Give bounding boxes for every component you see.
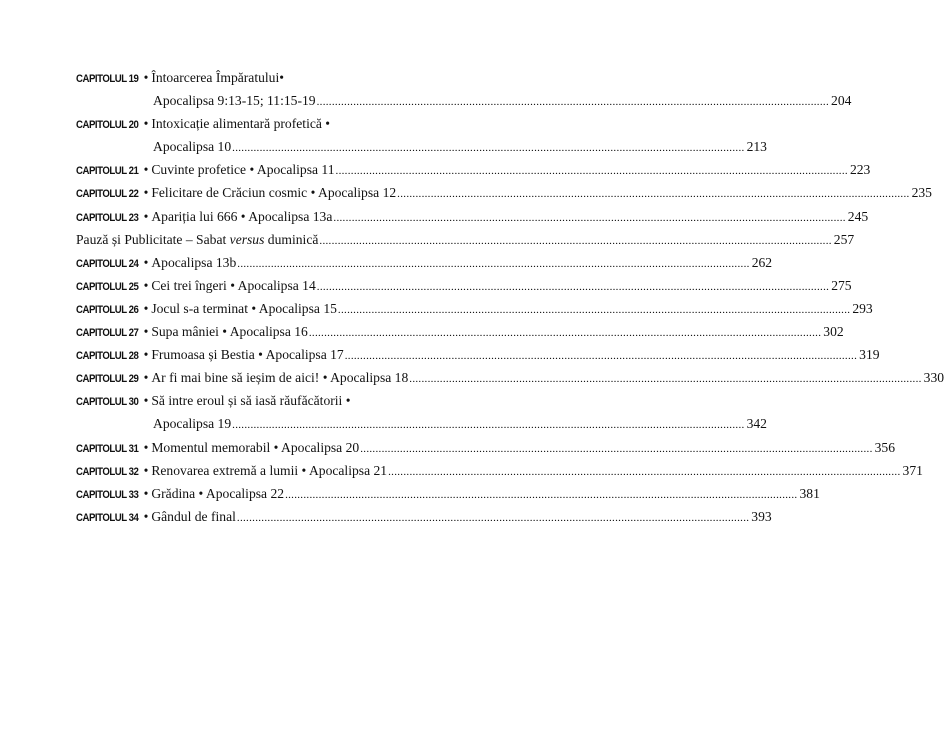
bullet-separator: • (143, 347, 149, 363)
chapter-title: Cei trei îngeri • Apocalipsa 14 (151, 277, 316, 293)
dot-leader (317, 282, 829, 293)
dot-leader (345, 351, 857, 362)
page-number: 275 (831, 277, 852, 293)
dot-leader (232, 143, 744, 154)
dot-leader (333, 213, 845, 224)
page-number: 302 (823, 324, 844, 340)
dot-leader (338, 305, 850, 316)
bullet-separator: • (143, 300, 149, 316)
toc-entry-27[interactable] (76, 324, 844, 347)
interlude-title-end: duminică (264, 231, 319, 247)
chapter-title-continued: Apocalipsa 10 (153, 139, 232, 155)
chapter-title: Gândul de final (151, 508, 236, 524)
chapter-title: Grădina • Apocalipsa 22 (151, 485, 285, 501)
page-number: 330 (923, 370, 944, 386)
page-number: 213 (746, 139, 767, 155)
toc-entry-33[interactable] (76, 485, 820, 509)
chapter-title-continued: Apocalipsa 19 (153, 416, 232, 432)
interlude-title-start: Pauză și Publicitate – Sabat (76, 231, 230, 247)
chapter-title: Momentul memorabil • Apocalipsa 20 (151, 439, 360, 455)
chapter-title: Jocul s-a terminat • Apocalipsa 15 (151, 300, 337, 316)
toc-entry-interlude[interactable] (76, 231, 855, 255)
page-number: 293 (852, 300, 873, 316)
dot-leader (285, 490, 797, 501)
bullet-separator: • (143, 162, 149, 178)
page-number: 319 (859, 347, 880, 363)
page-number: 204 (831, 93, 852, 109)
chapter-title: Renovarea extremă a lumii • Apocalipsa 21 (151, 462, 388, 478)
bullet-separator: • (143, 462, 149, 478)
toc-entry-19[interactable] (76, 70, 453, 93)
toc-entry-25[interactable] (76, 277, 852, 301)
dot-leader (336, 166, 848, 177)
toc-entry-31[interactable] (76, 439, 896, 463)
chapter-label: CAPITOLUL 29 (76, 373, 139, 386)
bullet-separator: • (143, 370, 149, 386)
chapter-label: CAPITOLUL 34 (76, 511, 139, 524)
chapter-label: CAPITOLUL 24 (76, 257, 139, 270)
bullet-separator: • (143, 439, 149, 455)
bullet-separator: • (143, 324, 149, 340)
page-number: 262 (751, 254, 773, 270)
page-number: 257 (833, 231, 855, 247)
chapter-title: Supa mâniei • Apocalipsa 16 (151, 324, 308, 340)
dot-leader (319, 236, 831, 247)
bullet-separator: • (143, 116, 149, 132)
chapter-label: CAPITOLUL 28 (76, 350, 139, 363)
chapter-title: Cuvinte profetice • Apocalipsa 11 (151, 162, 335, 178)
dot-leader (237, 259, 749, 270)
chapter-label: CAPITOLUL 21 (76, 165, 139, 178)
toc-entry-21[interactable] (76, 162, 871, 185)
chapter-title: Felicitare de Crăciun cosmic • Apocalipsa 12 (151, 185, 397, 201)
bullet-separator: • (143, 485, 149, 501)
chapter-label: CAPITOLUL 32 (76, 465, 139, 478)
chapter-label: CAPITOLUL 27 (76, 327, 139, 340)
toc-entry-32[interactable] (76, 462, 923, 486)
bullet-separator: • (143, 254, 149, 270)
chapter-title: Frumoasa și Bestia • Apocalipsa 17 (151, 347, 344, 363)
chapter-label: CAPITOLUL 19 (76, 73, 139, 85)
bullet-separator: • (143, 208, 149, 224)
chapter-label: CAPITOLUL 30 (76, 396, 139, 409)
chapter-title: Întoarcerea Împăratului• (151, 70, 285, 85)
dot-leader (309, 328, 821, 339)
chapter-title-continued: Apocalipsa 9:13-15; 11:15-19 (153, 93, 316, 109)
page-number: 342 (746, 416, 767, 432)
chapter-title: Să intre eroul și să iasă răufăcătorii • (151, 393, 351, 409)
toc-entry-23[interactable] (76, 208, 869, 232)
bullet-separator: • (143, 70, 149, 85)
bullet-separator: • (143, 185, 149, 201)
toc-entry-19-continued[interactable] (76, 93, 852, 116)
toc-entry-34[interactable] (76, 508, 772, 532)
toc-entry-20-continued[interactable] (76, 139, 767, 162)
dot-leader (317, 97, 829, 108)
page-number: 393 (751, 508, 772, 524)
chapter-title: Apocalipsa 13b (151, 254, 237, 270)
toc-entry-30-continued[interactable] (76, 416, 767, 439)
interlude-title (76, 232, 318, 248)
dot-leader (237, 513, 749, 524)
chapter-title: Intoxicație alimentară profetică • (151, 116, 331, 132)
dot-leader (397, 189, 909, 200)
toc-entry-22[interactable] (76, 185, 932, 208)
chapter-label: CAPITOLUL 20 (76, 119, 139, 132)
table-of-contents (76, 70, 944, 532)
chapter-label: CAPITOLUL 33 (76, 488, 139, 501)
page-number: 223 (849, 162, 871, 178)
dot-leader (360, 444, 872, 455)
chapter-title: Ar fi mai bine să ieșim de aici! • Apocalipsa 18 (151, 370, 409, 386)
chapter-label: CAPITOLUL 31 (76, 442, 139, 455)
chapter-label: CAPITOLUL 23 (76, 211, 139, 224)
bullet-separator: • (143, 393, 149, 409)
page-number: 235 (911, 185, 932, 201)
toc-entry-24[interactable] (76, 254, 773, 278)
chapter-label: CAPITOLUL 26 (76, 303, 139, 316)
bullet-separator: • (143, 508, 149, 524)
toc-entry-30[interactable] (76, 393, 453, 416)
toc-entry-28[interactable] (76, 347, 880, 370)
interlude-title-emphasis: versus (229, 231, 265, 247)
page-number: 245 (847, 208, 869, 224)
chapter-title: Apariția lui 666 • Apocalipsa 13a (151, 208, 333, 224)
toc-entry-20[interactable] (76, 116, 453, 139)
bullet-separator: • (143, 277, 149, 293)
toc-entry-26[interactable] (76, 300, 873, 324)
dot-leader (388, 467, 900, 478)
dot-leader (409, 374, 921, 385)
chapter-label: CAPITOLUL 22 (76, 188, 139, 201)
page-number: 371 (902, 462, 923, 478)
chapter-label: CAPITOLUL 25 (76, 280, 139, 293)
dot-leader (232, 420, 744, 431)
page-number: 381 (799, 485, 820, 501)
toc-entry-29[interactable] (76, 370, 944, 393)
page-number: 356 (874, 439, 896, 455)
